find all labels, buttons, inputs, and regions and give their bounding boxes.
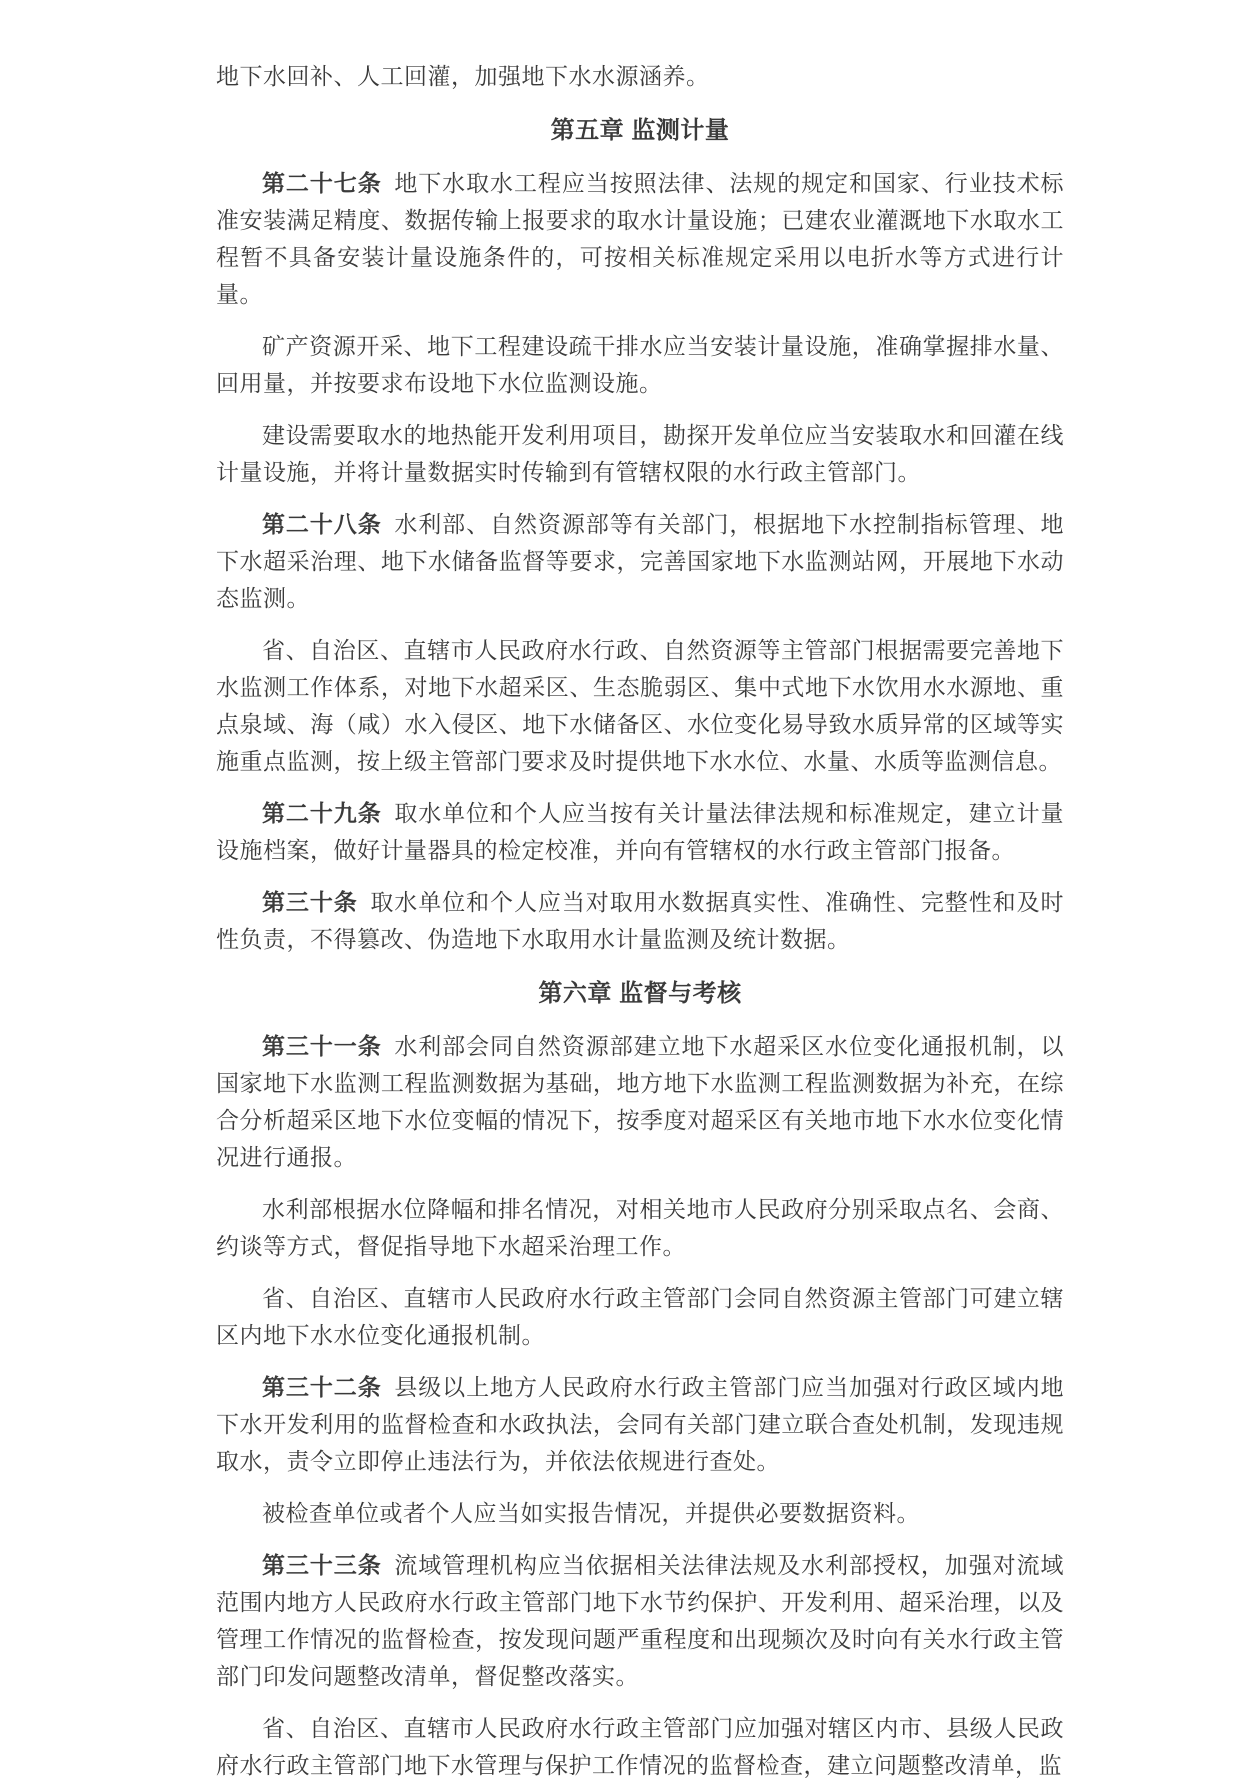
- paragraph-text: 流域管理机构应当依据相关法律法规及水利部授权，加强对流域范围内地方人民政府水行政主管部门地下水节约保护、开发利用、超采治理，以及管理工作情况的监督检查，按发现问题严重程度和出现频次及时向有关水行政主管部门印发问题整改清单，督促整改落实。: [216, 1553, 1065, 1689]
- article-paragraph: [216, 884, 1064, 958]
- article-number: 第二十八条: [262, 511, 382, 537]
- document-content: [216, 58, 1064, 1784]
- chapter-heading-6: 第六章 监督与考核: [538, 980, 742, 1007]
- article-number: 第二十九条: [262, 800, 382, 826]
- article-number: 第三十三条: [262, 1552, 382, 1578]
- paragraph-text: 省、自治区、直辖市人民政府水行政、自然资源等主管部门根据需要完善地下水监测工作体系，对地下水超采区、生态脆弱区、集中式地下水饮用水水源地、重点泉域、海（咸）水入侵区、地下水储备区、水位变化易导致水质异常的区域等实施重点监测，按上级主管部门要求及时提供地下水水位、水量、水质等监测信息。: [216, 638, 1064, 774]
- article-number: 第二十七条: [262, 170, 382, 196]
- paragraph-text: 取水单位和个人应当按有关计量法律法规和标准规定，建立计量设施档案，做好计量器具的检定校准，并向有管辖权的水行政主管部门报备。: [216, 801, 1065, 863]
- paragraph-text: 被检查单位或者个人应当如实报告情况，并提供必要数据资料。: [262, 1501, 920, 1526]
- paragraph: [216, 417, 1064, 491]
- article-paragraph: [216, 1028, 1064, 1176]
- paragraph-text: 地下水取水工程应当按照法律、法规的规定和国家、行业技术标准安装满足精度、数据传输上报要求的取水计量设施；已建农业灌溉地下水取水工程暂不具备安装计量设施条件的，可按相关标准规定采用以电折水等方式进行计量。: [216, 171, 1065, 307]
- paragraph-text: 地下水回补、人工回灌，加强地下水水源涵养。: [216, 64, 710, 89]
- article-paragraph: [216, 1369, 1064, 1480]
- paragraph-continuation: [216, 58, 1064, 95]
- paragraph-text: 省、自治区、直辖市人民政府水行政主管部门应加强对辖区内市、县级人民政府水行政主管部门地下水管理与保护工作情况的监督检查，建立问题整改清单，监: [216, 1716, 1064, 1778]
- paragraph-text: 水利部、自然资源部等有关部门，根据地下水控制指标管理、地下水超采治理、地下水储备监督等要求，完善国家地下水监测站网，开展地下水动态监测。: [216, 512, 1065, 611]
- paragraph: [216, 1191, 1064, 1265]
- paragraph-text: 矿产资源开采、地下工程建设疏干排水应当安装计量设施，准确掌握排水量、回用量，并按要求布设地下水位监测设施。: [216, 334, 1064, 396]
- paragraph-text: 取水单位和个人应当对取用水数据真实性、准确性、完整性和及时性负责，不得篡改、伪造地下水取用水计量监测及统计数据。: [216, 890, 1065, 952]
- article-paragraph: [216, 795, 1064, 869]
- paragraph-cutoff: [216, 1710, 1064, 1784]
- paragraph-text: 建设需要取水的地热能开发利用项目，勘探开发单位应当安装取水和回灌在线计量设施，并将计量数据实时传输到有管辖权限的水行政主管部门。: [216, 423, 1064, 485]
- article-paragraph: [216, 1547, 1064, 1695]
- paragraph: [216, 1280, 1064, 1354]
- paragraph-text: 县级以上地方人民政府水行政主管部门应当加强对行政区域内地下水开发利用的监督检查和水政执法，会同有关部门建立联合查处机制，发现违规取水，责令立即停止违法行为，并依法依规进行查处。: [216, 1375, 1065, 1474]
- article-paragraph: [216, 506, 1064, 617]
- paragraph-text: 省、自治区、直辖市人民政府水行政主管部门会同自然资源主管部门可建立辖区内地下水水位变化通报机制。: [216, 1286, 1064, 1348]
- article-paragraph: [216, 165, 1064, 313]
- paragraph-text: 水利部根据水位降幅和排名情况，对相关地市人民政府分别采取点名、会商、约谈等方式，督促指导地下水超采治理工作。: [216, 1197, 1064, 1259]
- paragraph: [216, 632, 1064, 780]
- paragraph: [216, 328, 1064, 402]
- chapter-heading-5: 第五章 监测计量: [550, 117, 730, 144]
- paragraph-text: 水利部会同自然资源部建立地下水超采区水位变化通报机制，以国家地下水监测工程监测数据为基础，地方地下水监测工程监测数据为补充，在综合分析超采区地下水位变幅的情况下，按季度对超采区有关地市地下水水位变化情况进行通报。: [216, 1034, 1065, 1170]
- paragraph: [216, 1495, 1064, 1532]
- article-number: 第三十一条: [262, 1033, 382, 1059]
- article-number: 第三十条: [262, 889, 358, 915]
- article-number: 第三十二条: [262, 1374, 382, 1400]
